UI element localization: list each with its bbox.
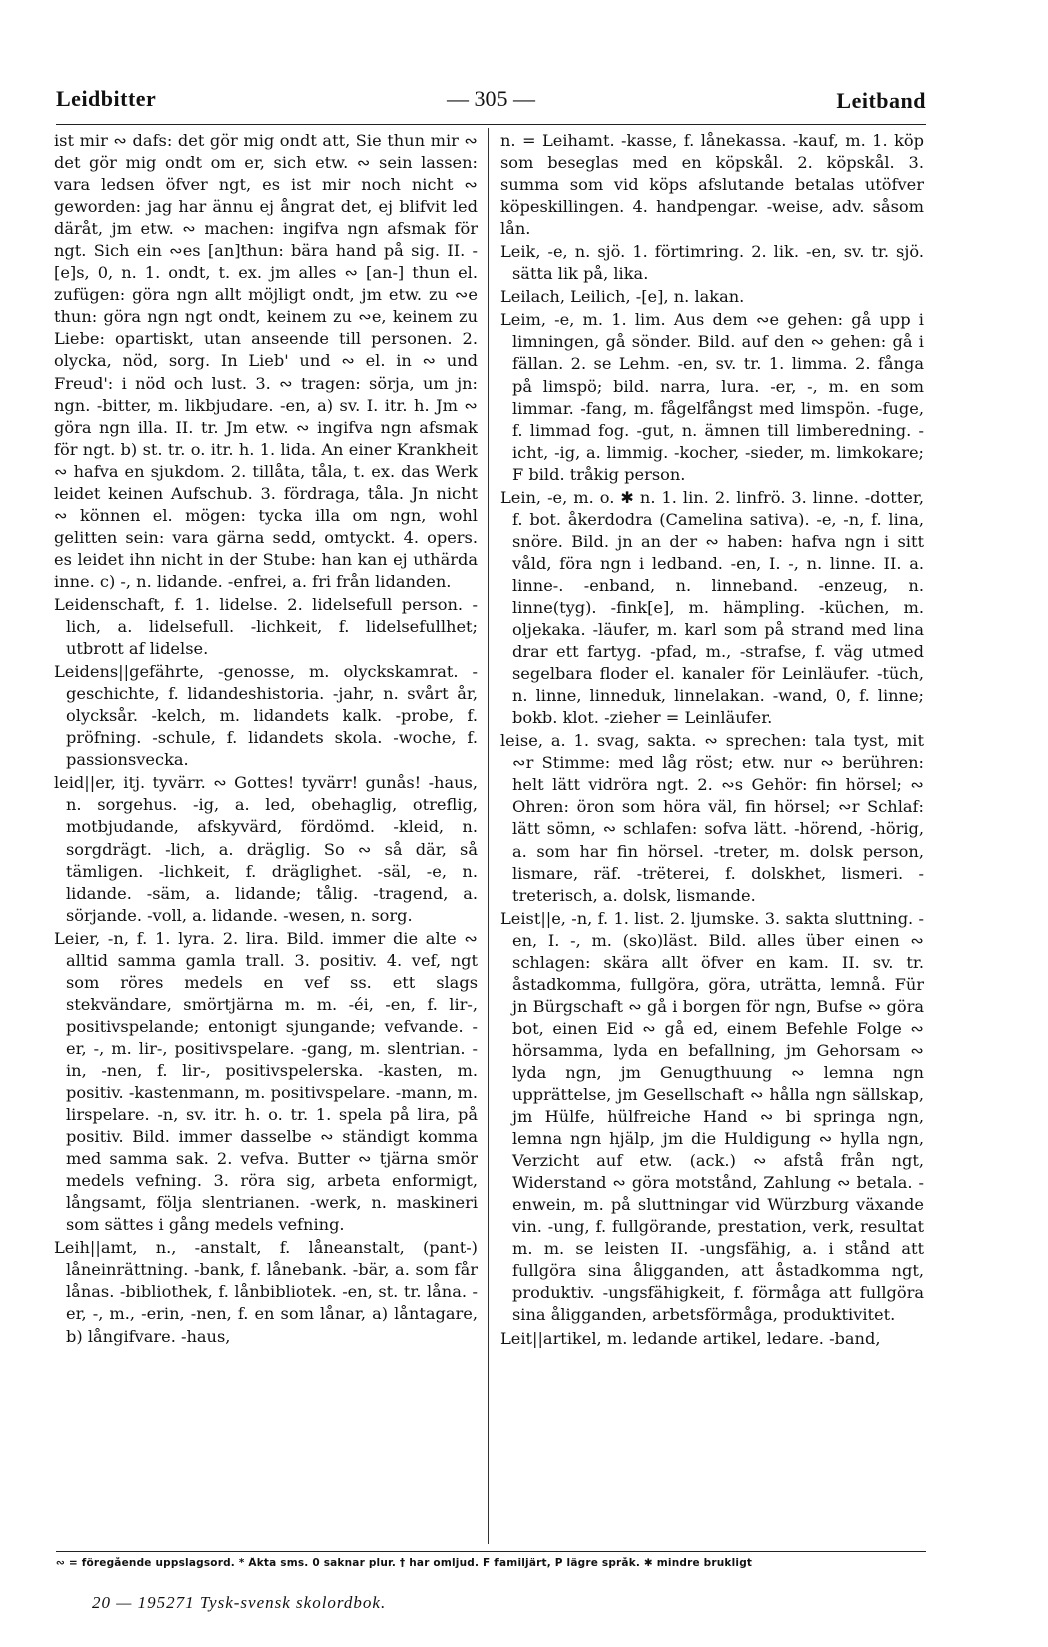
- printer-signature: 20 — 195271 Tysk-svensk skolordbok.: [92, 1593, 387, 1612]
- dictionary-entry: Leidens||gefährte, -genosse, m. olyckskamrat. -geschichte, f. lidandeshistoria. -jahr, n. svårt år, olycksår. -kelch, m. lidandets kalk. -probe, f. pröfning. -schule, f. lidandets skola. -woche, f. passionsvecka.: [54, 662, 478, 770]
- left-column: [54, 130, 478, 1542]
- dictionary-entry: ist mir ∾ dafs: det gör mig ondt att, Sie thun mir ∾ det gör mig ondt om er, sich etw. ∾ sein lassen: vara ledsen öfver ngt, es ist mir noch nicht ∾ geworden: jag har ännu ej ångrat det, ej blifvit led däråt, jm etw. ∾ machen: ingifva ngn afsmak för ngt. Sich ein ∾es [an]thun: bära hand på sig. II. -[e]s, 0, n. 1. ondt, t. ex. jm alles ∾ [an-] thun el. zufügen: göra ngn allt möjligt ondt, jm etw. zu ∾e thun: göra ngn ngt ondt, keinem zu ∾e, keinem zu Liebe: opartiskt, utan anseende till personen. 2. olycka, nöd, sorg. In Lieb' und ∾ el. in ∾ und Freud': i nöd och lust. 3. ∾ tragen: sörja, um jn: ngn. -bitter, m. likbjudare. -en, a) sv. I. itr. h. Jm ∾ göra ngn illa. II. tr. Jm etw. ∾ ingifva ngn afsmak för ngt. b) st. tr. o. itr. h. 1. lida. An einer Krankheit ∾ hafva en sjukdom. 2. tillåta, tåla, t. ex. das Werk leidet keinen Aufschub. 3. fördraga, tåla. Jn nicht ∾ können el. mögen: tycka illa om ngn, wohl gelitten sein: vara gärna sedd, omtyckt. 4. opers. es leidet ihn nicht in der Stube: han kan ej uthärda inne. c) -, n. lidande. -enfrei, a. fri från lidanden.: [54, 131, 478, 591]
- dictionary-entry: Leik, -e, n. sjö. 1. förtimring. 2. lik. -en, sv. tr. sjö. sätta lik på, lika.: [500, 242, 924, 284]
- dictionary-entry: Leih||amt, n., -anstalt, f. låneanstalt, (pant-) låneinrättning. -bank, f. lånebank. -bär, a. som får lånas. -bibliothek, f. lånbibliotek. -en, st. tr. låna. -er, -, m., -erin, -nen, f. en som lånar, a) låntagare, b) långifvare. -haus,: [54, 1238, 478, 1346]
- right-column: [500, 130, 924, 1542]
- abbreviation-legend: ∾ = föregående uppslagsord. * Äkta sms. 0 saknar plur. † har omljud. F familjärt, P lägre språk. ✱ mindre brukligt: [56, 1557, 753, 1569]
- dictionary-entry: n. = Leihamt. -kasse, f. lånekassa. -kauf, m. 1. köp som beseglas med en köpskål. 2. köpskål. 3. summa som vid köps afslutande betalas utöfver köpeskillingen. 4. handpengar. -weise, adv. såsom lån.: [500, 131, 924, 239]
- dictionary-entry: Leist||e, -n, f. 1. list. 2. ljumske. 3. sakta sluttning. -en, I. -, m. (sko)läst. Bild. alles über einen ∾ schlagen: skära allt öfver en kam. II. sv. tr. åstadkomma, fullgöra, göra, uträtta, lemnå. Für jn Bürgschaft ∾ gå i borgen för ngn, Bufse ∾ göra bot, einen Eid ∾ gå ed, einem Befehle Folge ∾ hörsamma, lyda en befallning, jm Gehorsam ∾ lyda ngn, jm Genugthuung ∾ lemna ngn upprättelse, jm Gesellschaft ∾ hålla ngn sällskap, jm Hülfe, hülfreiche Hand ∾ bi springa ngn, lemna ngn hjälp, jm die Huldigung ∾ hylla ngn, Verzicht auf etw. (ack.) ∾ afstå från ngt, Widerstand ∾ göra motstånd, Zahlung ∾ betala. -enwein, m. på sluttningar vid Würzburg växande vin. -ung, f. fullgörande, prestation, verk, resultat m. m. se leisten II. -ungsfähig, a. i stånd att fullgöra sina åligganden, att åstadkomma ngt, produktiv. -ungsfähigkeit, f. förmåga att fullgöra sina åligganden, arbetsförmåga, produktivitet.: [500, 908, 924, 1325]
- dictionary-entry: Leidenschaft, f. 1. lidelse. 2. lidelsefull person. -lich, a. lidelsefull. -lichkeit, f. lidelsefullhet; utbrott af lidelse.: [54, 594, 478, 659]
- page-header: [56, 86, 926, 118]
- footer-rule: [56, 1551, 926, 1552]
- dictionary-entry: Lein, -e, m. o. ✱ n. 1. lin. 2. linfrö. 3. linne. -dotter, f. bot. åkerdodra (Camelina sativa). -e, -n, f. lina, snöre. Bild. jn an der ∾ haben: hafva ngn i sitt våld, föra ngn i ledband. -en, I. -, n. linne. II. a. linne-. -enband, n. linneband. -enzeug, n. linne(tyg). -fink[e], m. hämpling. -küchen, m. oljekaka. -läufer, m. karl som på strand med lina drar ett fartyg. -pfad, m., -strafse, f. väg utmed segelbara floder el. kanaler för Leinläufer. -tüch, n. linne, linneduk, linnelakan. -wand, 0, f. linne; bokb. klot. -zieher = Leinläufer.: [500, 487, 924, 728]
- header-right-word: Leitband: [836, 88, 926, 113]
- header-left-word: Leidbitter: [56, 86, 157, 111]
- dictionary-entry: leise, a. 1. svag, sakta. ∾ sprechen: tala tyst, mit ∾r Stimme: med låg röst; etw. nur ∾ berühren: helt lätt vidröra ngt. 2. ∾s Gehör: fin hörsel; ∾ Ohren: öron som höra väl, fin hörsel; ∾r Schlaf: lätt sömn, ∾ schlafen: sofva lätt. -hörend, -hörig, a. som har fin hörsel. -treter, m. dolsk person, lismare, räf. -trëterei, f. dolskhet, lismeri. -treterisch, a. dolsk, lismande.: [500, 731, 924, 905]
- column-divider: [488, 128, 489, 1544]
- page-number: — 305 —: [447, 86, 535, 111]
- dictionary-entry: leid||er, itj. tyvärr. ∾ Gottes! tyvärr! gunås! -haus, n. sorgehus. -ig, a. led, obehaglig, otreflig, motbjudande, afskyvärd, fördömd. -kleid, n. sorgdrägt. -lich, a. dräglig. So ∾ så där, så tämligen. -lichkeit, f. dräglighet. -säl, -e, n. lidande. -säm, a. lidande; tålig. -tragend, a. sörjande. -voll, a. lidande. -wesen, n. sorg.: [54, 773, 478, 925]
- dictionary-entry: Leier, -n, f. 1. lyra. 2. lira. Bild. immer die alte ∾ alltid samma gamla trall. 3. positiv. 4. vef, ngt som röres medels en vef ss. ett slags stekvändare, smörtjärna m. m. -éi, -en, f. lir-, positivspelande; entonigt sjungande; vefvande. -er, -, m. lir-, positivspelare. -gang, m. slentrian. -in, -nen, f. lir-, positivspelerska. -kasten, m. positiv. -kastenmann, m. positivspelare. -mann, m. lirspelare. -n, sv. itr. h. o. tr. 1. spela på lira, på positiv. Bild. immer dasselbe ∾ ständigt komma med samma sak. 2. vefva. Butter ∾ tjärna smör medels vefning. 3. röra sig, arbeta enformigt, långsamt, följa slentrianen. -werk, n. maskineri som sättes i gång medels vefning.: [54, 928, 478, 1235]
- dictionary-entry: Leilach, Leilich, -[e], n. lakan.: [500, 287, 745, 307]
- header-rule: [56, 124, 926, 125]
- dictionary-entry: Leit||artikel, m. ledande artikel, ledare. -band,: [500, 1328, 881, 1348]
- dictionary-entry: Leim, -e, m. 1. lim. Aus dem ∾e gehen: gå upp i limningen, gå sönder. Bild. auf den ∾ gehen: gå i fällan. 2. se Lehm. -en, sv. tr. 1. limma. 2. fånga på limspö; bild. narra, lura. -er, -, m. en som limmar. -fang, m. fågelfångst med limspön. -fuge, f. limmad fog. -gut, n. ämnen till limberedning. -icht, -ig, a. limmig. -kocher, -sieder, m. limkokare; F bild. tråkig person.: [500, 310, 924, 484]
